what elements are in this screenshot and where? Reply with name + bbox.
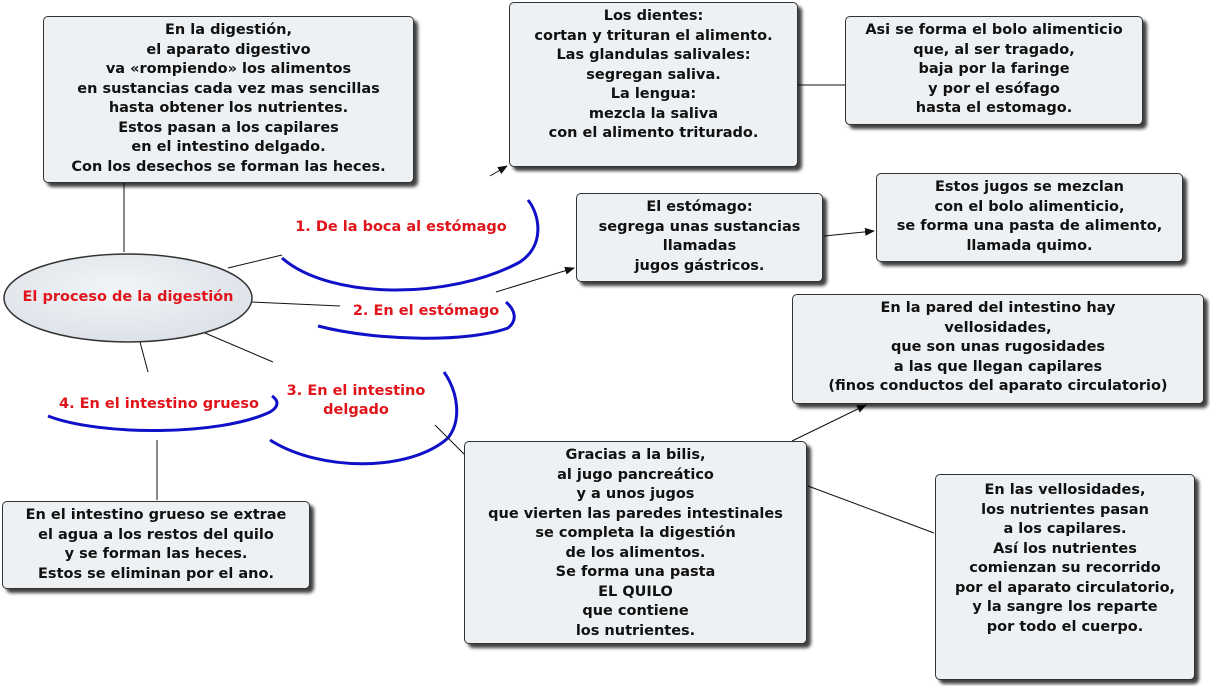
- stage-1-label: 1. De la boca al estómago: [295, 219, 507, 235]
- connector-stage-2: [252, 302, 340, 306]
- stage-2-label: 2. En el estómago: [352, 303, 500, 319]
- arrow-to-mouth: [490, 166, 507, 176]
- stage-4-label: 4. En el intestino grueso: [59, 396, 259, 412]
- connector-nutrients: [808, 486, 934, 533]
- large-intestine-box: En el intestino grueso se extrae el agua a los restos del quilo y se forman las heces. Estos se eliminan por el ano.: [2, 501, 310, 589]
- nutrients-box: En las vellosidades, los nutrientes pasan a los capilares. Así los nutrientes comienzan su recorrido por el aparato circulatorio, y la sangre los reparte por todo el cuerpo.: [935, 474, 1195, 680]
- small-intestine-box: Gracias a la bilis, al jugo pancreático y a unos jugos que vierten las paredes intestinales se completa la digestión de los alimentos. Se forma una pasta EL QUILO que contiene los nutrientes.: [464, 441, 807, 644]
- connector-stage-3-small-intestine: [435, 425, 465, 455]
- mouth-box: Los dientes: cortan y trituran el alimento. Las glandulas salivales: segregan saliva. La lengua: mezcla la saliva con el alimento triturado.: [509, 2, 798, 167]
- stomach-box: El estómago: segrega unas sustancias llamadas jugos gástricos.: [576, 193, 823, 282]
- central-node-label: El proceso de la digestión: [22, 289, 234, 305]
- connector-stage-3: [205, 333, 273, 362]
- chyme-box: Estos jugos se mezclan con el bolo alimenticio, se forma una pasta de alimento, llamada quimo.: [876, 173, 1183, 262]
- arrow-to-stomach: [496, 268, 574, 292]
- bolus-box: Asi se forma el bolo alimenticio que, al ser tragado, baja por la faringe y por el esófago hasta el estomago.: [845, 16, 1143, 125]
- connector-stage-4: [140, 342, 148, 372]
- connector-stage-1: [228, 255, 282, 268]
- arrow-to-chyme: [824, 231, 874, 236]
- overview-box: En la digestión, el aparato digestivo va «rompiendo» los alimentos en sustancias cada vez mas sencillas hasta obtener los nutrientes. Estos pasan a los capilares en el intestino delgado. Con los desechos se forman las heces.: [43, 16, 414, 183]
- villi-box: En la pared del intestino hay vellosidades, que son unas rugosidades a las que llegan capilares (finos conductos del aparato circulatorio): [792, 294, 1204, 404]
- stage-1-arc: [282, 200, 538, 290]
- stage-3-label: 3. En el intestino delgado: [286, 383, 426, 418]
- arrow-to-villi: [792, 405, 866, 441]
